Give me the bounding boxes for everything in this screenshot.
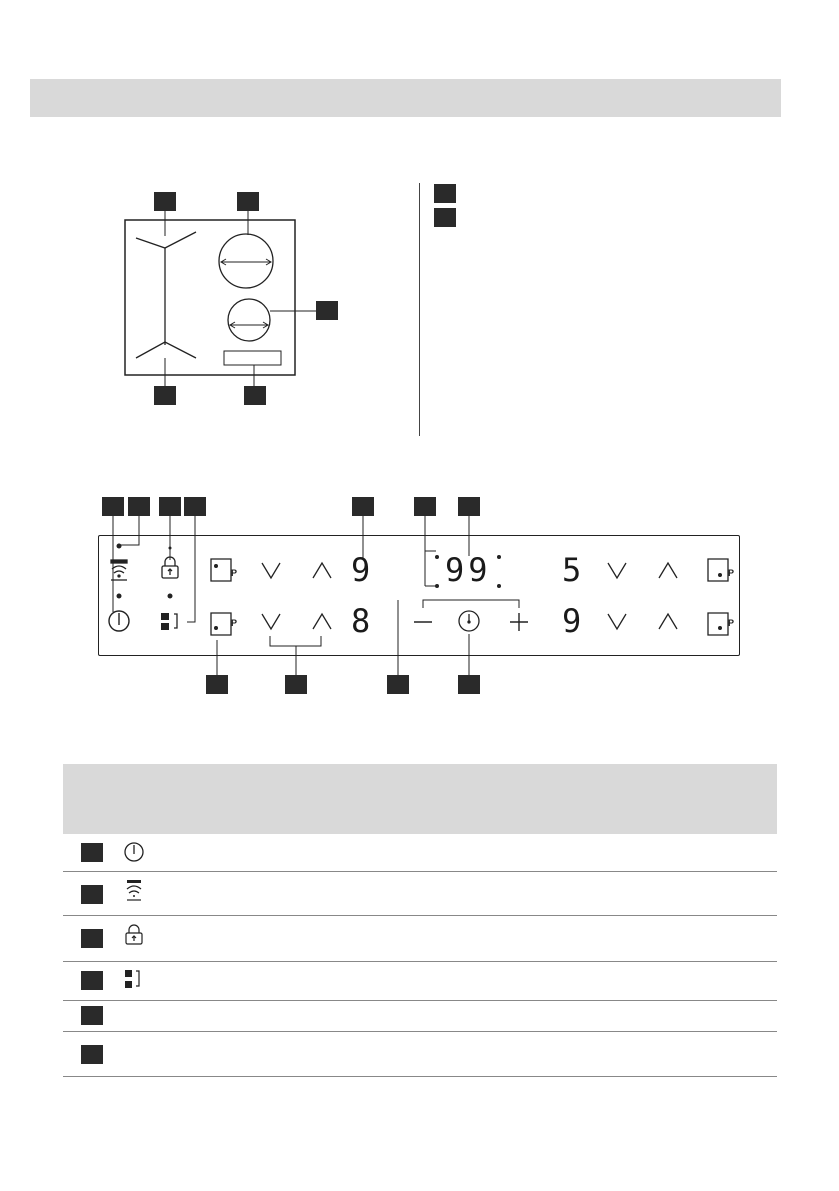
svg-text:P: P	[728, 618, 735, 628]
row-marker	[81, 929, 103, 948]
power-boost-letter: P	[231, 568, 238, 578]
hob2hood-icon[interactable]	[111, 560, 127, 580]
hob2hood-icon	[123, 878, 147, 904]
panel-label-bottom-3	[387, 675, 409, 694]
svg-text:P: P	[231, 618, 238, 628]
power-icon	[123, 840, 147, 864]
panel-label-bottom-2	[285, 675, 307, 694]
timer-display: 99	[445, 551, 492, 589]
level-up-right-top[interactable]	[659, 563, 677, 578]
indicator-dot	[117, 594, 122, 599]
row-marker	[81, 1045, 103, 1064]
table-row	[63, 916, 777, 962]
level-down-right-top[interactable]	[608, 563, 626, 578]
timer-clock-icon[interactable]	[459, 611, 479, 631]
table-row	[63, 872, 777, 916]
indicator-dot	[168, 594, 173, 599]
power-icon[interactable]	[109, 611, 129, 631]
level-display-left-top: 9	[351, 551, 371, 589]
level-up-left-top[interactable]	[313, 563, 331, 578]
table-row	[63, 1032, 777, 1077]
power-boost-right-top[interactable]	[708, 559, 734, 581]
bridge-icon[interactable]	[161, 613, 177, 630]
level-down-right-bottom[interactable]	[608, 614, 626, 629]
power-boost-left-top[interactable]	[211, 559, 237, 581]
table-row	[63, 1001, 777, 1032]
level-display-right-top: 5	[562, 551, 582, 589]
controls-table	[63, 764, 777, 1077]
table-row	[63, 962, 777, 1001]
level-up-left-bottom[interactable]	[313, 614, 331, 629]
panel-label-bottom-1	[206, 675, 228, 694]
level-display-right-bottom: 9	[562, 602, 582, 640]
level-down-left-bottom[interactable]	[262, 614, 280, 629]
level-down-left-top[interactable]	[262, 563, 280, 578]
svg-text:P: P	[728, 568, 735, 578]
timer-plus-button[interactable]	[510, 613, 528, 631]
bridge-icon	[123, 968, 147, 994]
lock-icon	[123, 924, 147, 948]
row-marker	[81, 1006, 103, 1025]
row-marker	[81, 843, 103, 862]
level-display-left-bottom: 8	[351, 602, 371, 640]
table-row	[63, 834, 777, 872]
power-boost-right-bottom[interactable]	[708, 613, 734, 635]
lock-icon[interactable]	[162, 557, 178, 578]
row-marker	[81, 971, 103, 990]
indicator-dot	[169, 547, 172, 550]
level-up-right-bottom[interactable]	[659, 614, 677, 629]
panel-label-bottom-4	[458, 675, 480, 694]
row-marker	[81, 885, 103, 904]
indicator-dot	[117, 544, 122, 549]
table-header	[63, 764, 777, 834]
power-boost-left-bottom[interactable]	[211, 613, 237, 635]
